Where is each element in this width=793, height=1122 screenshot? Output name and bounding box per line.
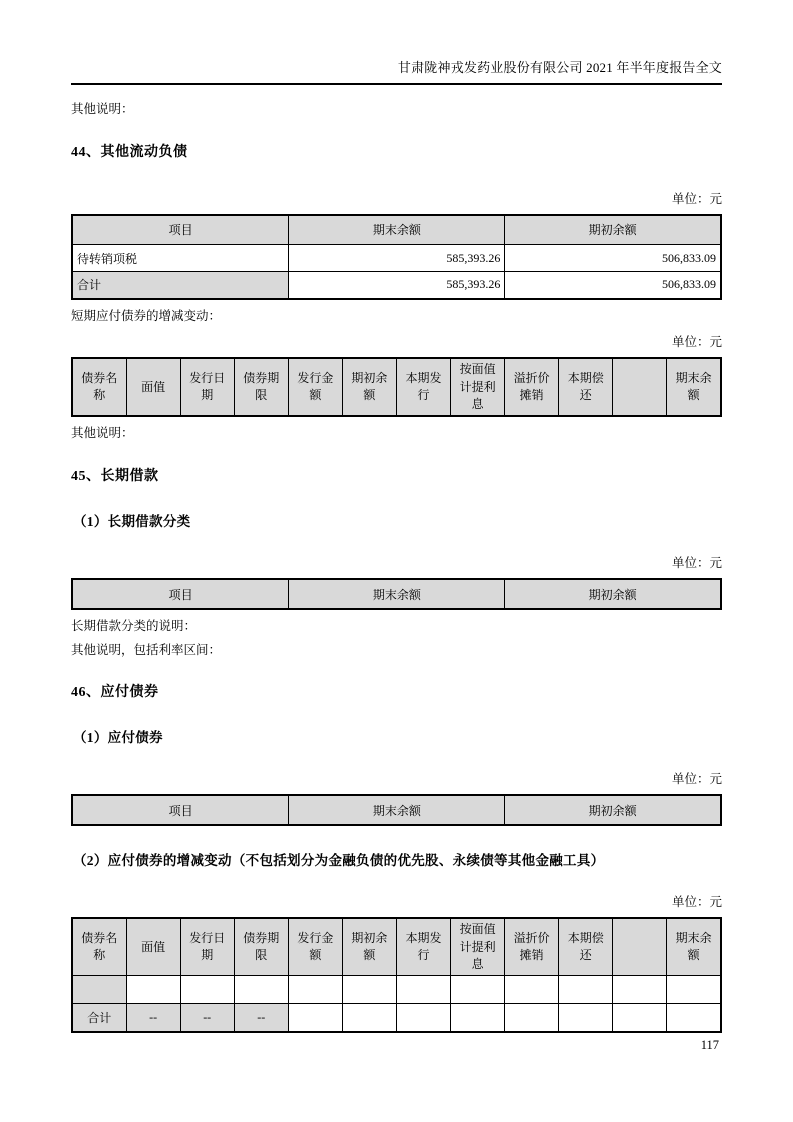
col-header-blank bbox=[613, 918, 667, 976]
row-beginning-value: 506,833.09 bbox=[505, 245, 721, 272]
col-header-current-repayment: 本期偿还 bbox=[559, 918, 613, 976]
col-header-current-issue: 本期发行 bbox=[396, 358, 450, 416]
col-header-ending-balance: 期末余额 bbox=[667, 358, 721, 416]
unit-label-1: 单位：元 bbox=[671, 191, 722, 206]
col-header-face-value: 面值 bbox=[126, 358, 180, 416]
table-row bbox=[72, 245, 721, 272]
table-header-row bbox=[72, 579, 721, 609]
section-46-title: 46、应付债券 bbox=[71, 685, 159, 701]
col-header-ending-balance: 期末余额 bbox=[289, 795, 505, 825]
empty-cell bbox=[126, 976, 180, 1004]
col-header-bond-term: 债券期限 bbox=[234, 918, 288, 976]
total-dash-cell: -- bbox=[180, 1004, 234, 1032]
total-beginning-value: 506,833.09 bbox=[505, 272, 721, 299]
empty-cell bbox=[559, 1004, 613, 1032]
col-header-ending-balance: 期末余额 bbox=[289, 215, 505, 245]
empty-cell bbox=[180, 976, 234, 1004]
col-header-interest-at-face: 按面值计提利息 bbox=[451, 358, 505, 416]
col-header-bond-term: 债券期限 bbox=[234, 358, 288, 416]
short-term-bonds-table bbox=[71, 357, 722, 417]
short-term-bond-note: 短期应付债券的增减变动： bbox=[71, 308, 222, 323]
interest-rate-range-note: 其他说明，包括利率区间： bbox=[71, 642, 222, 657]
bond-table-header-row bbox=[72, 918, 721, 976]
col-header-current-issue: 本期发行 bbox=[396, 918, 450, 976]
total-ending-value: 585,393.26 bbox=[289, 272, 505, 299]
col-header-issue-amount: 发行金额 bbox=[288, 918, 342, 976]
row-ending-value: 585,393.26 bbox=[289, 245, 505, 272]
empty-cell bbox=[559, 976, 613, 1004]
report-header-title: 甘肃陇神戎发药业股份有限公司 2021 年半年度报告全文 bbox=[71, 0, 722, 85]
long-term-loans-table bbox=[71, 578, 722, 610]
col-header-item: 项目 bbox=[72, 215, 289, 245]
empty-cell bbox=[396, 1004, 450, 1032]
table-header-row bbox=[72, 795, 721, 825]
col-header-current-repayment: 本期偿还 bbox=[559, 358, 613, 416]
empty-cell bbox=[396, 976, 450, 1004]
page-content bbox=[71, 0, 722, 1033]
row-item-label: 待转销项税 bbox=[72, 245, 289, 272]
col-header-face-value: 面值 bbox=[126, 918, 180, 976]
col-header-item: 项目 bbox=[72, 579, 289, 609]
col-header-interest-at-face: 按面值计提利息 bbox=[451, 918, 505, 976]
col-header-issue-amount: 发行金额 bbox=[288, 358, 342, 416]
total-row-label: 合计 bbox=[72, 1004, 126, 1032]
unit-label-4: 单位：元 bbox=[671, 772, 722, 787]
col-header-beginning-balance: 期初余额 bbox=[342, 918, 396, 976]
unit-label-3: 单位：元 bbox=[671, 556, 722, 571]
col-header-issue-date: 发行日期 bbox=[180, 358, 234, 416]
section-45-sub1-title: （1）长期借款分类 bbox=[73, 514, 191, 530]
empty-cell bbox=[451, 1004, 505, 1032]
long-term-loan-classification-note: 长期借款分类的说明： bbox=[71, 619, 197, 634]
empty-cell bbox=[342, 1004, 396, 1032]
empty-cell bbox=[667, 976, 721, 1004]
section-44-title: 44、其他流动负债 bbox=[71, 144, 188, 160]
empty-cell bbox=[234, 976, 288, 1004]
total-row-label: 合计 bbox=[72, 272, 289, 299]
bond-empty-row bbox=[72, 976, 721, 1004]
section-46-sub2-title: （2）应付债券的增减变动（不包括划分为金融负债的优先股、永续债等其他金融工具） bbox=[73, 853, 605, 869]
empty-cell bbox=[342, 976, 396, 1004]
col-header-ending-balance: 期末余额 bbox=[667, 918, 721, 976]
col-header-issue-date: 发行日期 bbox=[180, 918, 234, 976]
unit-label-5: 单位：元 bbox=[671, 895, 722, 910]
empty-cell bbox=[667, 1004, 721, 1032]
section-46-sub1-title: （1）应付债券 bbox=[73, 730, 163, 746]
empty-cell bbox=[288, 976, 342, 1004]
col-header-bond-name: 债券名称 bbox=[72, 358, 126, 416]
other-current-liabilities-table bbox=[71, 214, 722, 300]
empty-cell bbox=[505, 1004, 559, 1032]
col-header-premium-amortization: 溢折价摊销 bbox=[505, 358, 559, 416]
empty-cell bbox=[505, 976, 559, 1004]
col-header-item: 项目 bbox=[72, 795, 289, 825]
table-header-row bbox=[72, 215, 721, 245]
unit-label-2: 单位：元 bbox=[671, 335, 722, 350]
section-45-title: 45、长期借款 bbox=[71, 469, 159, 485]
total-dash-cell: -- bbox=[234, 1004, 288, 1032]
col-header-beginning-balance: 期初余额 bbox=[342, 358, 396, 416]
bond-table-header-row bbox=[72, 358, 721, 416]
col-header-ending-balance: 期末余额 bbox=[289, 579, 505, 609]
col-header-beginning-balance: 期初余额 bbox=[505, 795, 721, 825]
other-note-s44: 其他说明： bbox=[71, 426, 134, 441]
total-dash-cell: -- bbox=[126, 1004, 180, 1032]
col-header-blank bbox=[613, 358, 667, 416]
empty-cell bbox=[288, 1004, 342, 1032]
col-header-bond-name: 债券名称 bbox=[72, 918, 126, 976]
other-note-top: 其他说明： bbox=[71, 102, 134, 116]
empty-cell bbox=[613, 976, 667, 1004]
bonds-payable-table bbox=[71, 794, 722, 826]
col-header-premium-amortization: 溢折价摊销 bbox=[505, 918, 559, 976]
table-total-row bbox=[72, 272, 721, 299]
bond-total-row bbox=[72, 1004, 721, 1032]
empty-cell bbox=[451, 976, 505, 1004]
col-header-beginning-balance: 期初余额 bbox=[505, 215, 721, 245]
bonds-payable-changes-table bbox=[71, 917, 722, 1033]
page-number: 117 bbox=[700, 1038, 719, 1052]
empty-cell bbox=[72, 976, 126, 1004]
col-header-beginning-balance: 期初余额 bbox=[505, 579, 721, 609]
empty-cell bbox=[613, 1004, 667, 1032]
